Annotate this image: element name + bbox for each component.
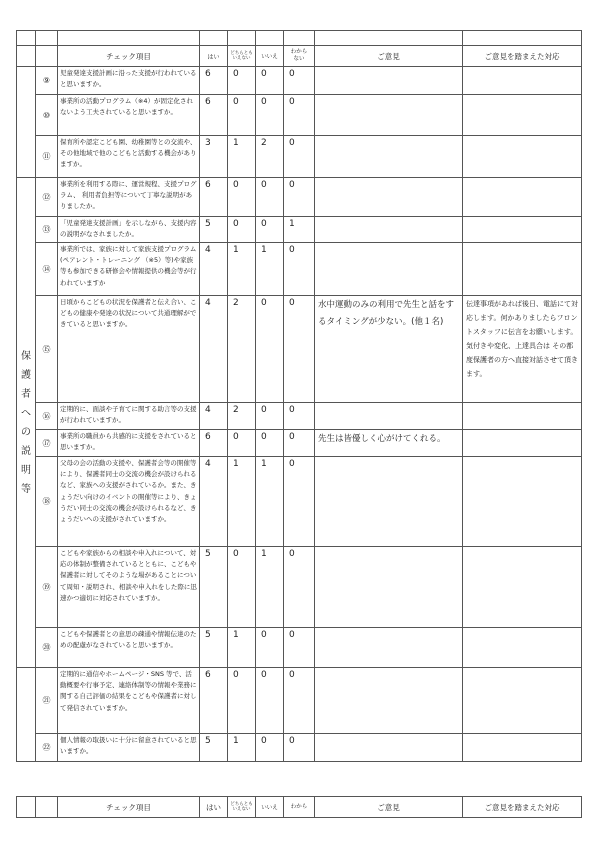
row-response xyxy=(463,136,582,178)
row-response xyxy=(463,67,582,95)
row-opinion: 水中運動のみの利用で先生と話をするタイミングが少ない。(他１名) xyxy=(315,296,463,403)
row-no: 1 xyxy=(256,457,284,547)
row-neither: 2 xyxy=(228,403,256,430)
row-item: 個人情報の取扱いに十分に留意されていると思いますか。 xyxy=(58,734,200,762)
footer-header-yes: はい xyxy=(200,797,228,818)
row-no: 0 xyxy=(256,628,284,668)
row-no: 0 xyxy=(256,95,284,136)
row-opinion xyxy=(315,217,463,243)
header-unknown: わから ない xyxy=(284,46,315,67)
row-response xyxy=(463,95,582,136)
row-no: 0 xyxy=(256,178,284,217)
row-neither: 0 xyxy=(228,178,256,217)
row-yes: 6 xyxy=(200,178,228,217)
row-neither: 1 xyxy=(228,243,256,296)
row-yes: 5 xyxy=(200,734,228,762)
row-no: 0 xyxy=(256,734,284,762)
row-number: ⑭ xyxy=(36,243,58,296)
row-unknown: 0 xyxy=(284,547,315,628)
table-row xyxy=(17,217,582,243)
row-number: ⑰ xyxy=(36,430,58,457)
row-item: 「児童発達支援計画」を示しながら、支援内容の説明がなされましたか。 xyxy=(58,217,200,243)
row-no: 0 xyxy=(256,403,284,430)
row-opinion xyxy=(315,628,463,668)
row-no: 0 xyxy=(256,668,284,734)
table-row xyxy=(17,628,582,668)
row-response xyxy=(463,403,582,430)
row-neither: 1 xyxy=(228,628,256,668)
row-number: ⑳ xyxy=(36,628,58,668)
row-response xyxy=(463,547,582,628)
footer-header-neither: どちらとも いえない xyxy=(228,797,256,818)
row-response xyxy=(463,243,582,296)
row-response: 伝達事項があれば後日、電話にて対応します。何かありましたらフロントスタッフに伝言をお願いします。気付きや変化、上達具合は その都度保護者の方へ直接対話させて頂きます。 xyxy=(463,296,582,403)
row-neither: 0 xyxy=(228,430,256,457)
row-neither: 0 xyxy=(228,668,256,734)
footer-header-unknown: わから xyxy=(284,797,315,818)
row-no: 0 xyxy=(256,296,284,403)
row-opinion xyxy=(315,243,463,296)
row-yes: 6 xyxy=(200,67,228,95)
row-opinion xyxy=(315,403,463,430)
table-header-row xyxy=(17,46,582,67)
row-item: 日頃からこどもの状況を保護者と伝え合い、こどもの健康や発達の状況について共通理解ができていると思いますか。 xyxy=(58,296,200,403)
row-opinion xyxy=(315,734,463,762)
table-row xyxy=(17,95,582,136)
row-opinion xyxy=(315,457,463,547)
row-unknown: 0 xyxy=(284,734,315,762)
row-yes: 6 xyxy=(200,430,228,457)
row-item: 事業所を利用する際に、運営規程、支援プログラム、 利用者負担等について丁寧な説明がありましたか。 xyxy=(58,178,200,217)
row-number: ⑱ xyxy=(36,457,58,547)
row-opinion xyxy=(315,136,463,178)
header-item: チェック項目 xyxy=(58,46,200,67)
row-neither: 0 xyxy=(228,95,256,136)
row-item: 父母の会の活動の支援や、保護者会等の開催等により、保護者同士の交流の機会が設けられるなど、家族への支援がされているか。また、きょうだい向けのイベントの開催等により、きょうだい同士の交流の機会が設けられるなど、きょうだいへの支援がされていますか。 xyxy=(58,457,200,547)
header-yes: はい xyxy=(200,46,228,67)
table-row xyxy=(17,457,582,547)
row-unknown: 0 xyxy=(284,403,315,430)
row-unknown: 0 xyxy=(284,67,315,95)
row-yes: 4 xyxy=(200,457,228,547)
table-row xyxy=(17,178,582,217)
row-response xyxy=(463,178,582,217)
row-response xyxy=(463,217,582,243)
row-item: 児童発達支援計画に沿った支援が行われていると思いますか。 xyxy=(58,67,200,95)
row-opinion xyxy=(315,95,463,136)
row-no: 2 xyxy=(256,136,284,178)
table-row xyxy=(17,296,582,403)
footer-header-no: いいえ xyxy=(256,797,284,818)
footer-header-item: チェック項目 xyxy=(58,797,200,818)
blank-top-row xyxy=(17,31,582,46)
row-unknown: 0 xyxy=(284,668,315,734)
row-item: 保育所や認定こども園、幼稚園等との交流や、その他地域で他のこどもと活動する機会がありますか。 xyxy=(58,136,200,178)
row-number: ⑩ xyxy=(36,95,58,136)
row-unknown: 0 xyxy=(284,136,315,178)
row-response xyxy=(463,734,582,762)
header-neither: どちらとも いえない xyxy=(228,46,256,67)
row-number: ⑲ xyxy=(36,547,58,628)
table-row xyxy=(17,243,582,296)
row-item: 事業所の職員から共感的に支援をされていると思いますか。 xyxy=(58,430,200,457)
category-guardian-explanation xyxy=(17,178,36,668)
row-opinion xyxy=(315,547,463,628)
row-number: ⑪ xyxy=(36,136,58,178)
row-no: 1 xyxy=(256,547,284,628)
row-number: ⑫ xyxy=(36,178,58,217)
table-row xyxy=(17,136,582,178)
row-response xyxy=(463,430,582,457)
row-no: 0 xyxy=(256,67,284,95)
row-yes: 3 xyxy=(200,136,228,178)
row-number: ⑯ xyxy=(36,403,58,430)
row-item: 事業所では、家族に対して家族支援プログラム(ペアレント・トレーニング （※5）等)や家族等も参加できる研修会や情報提供の機会等が行われていますか xyxy=(58,243,200,296)
row-item: 定期的に、面談や子育てに関する助言等の支援が行われていますか。 xyxy=(58,403,200,430)
row-unknown: 0 xyxy=(284,178,315,217)
row-neither: 0 xyxy=(228,547,256,628)
row-yes: 5 xyxy=(200,628,228,668)
row-item: こどもや保護者との意思の疎通や情報伝達のための配慮がなされていると思いますか。 xyxy=(58,628,200,668)
row-opinion xyxy=(315,178,463,217)
row-response xyxy=(463,668,582,734)
row-neither: 0 xyxy=(228,67,256,95)
footer-header-opinion: ご意見 xyxy=(315,797,463,818)
category-label: 保護者への説明等 xyxy=(21,350,31,495)
row-neither: 1 xyxy=(228,136,256,178)
row-no: 0 xyxy=(256,217,284,243)
next-page-header-table xyxy=(16,796,582,818)
row-neither: 2 xyxy=(228,296,256,403)
row-response xyxy=(463,628,582,668)
row-unknown: 0 xyxy=(284,457,315,547)
row-no: 0 xyxy=(256,430,284,457)
row-neither: 0 xyxy=(228,217,256,243)
row-unknown: 0 xyxy=(284,95,315,136)
header-no: いいえ xyxy=(256,46,284,67)
category-cell-next xyxy=(17,668,36,762)
table-row xyxy=(17,734,582,762)
row-item: こどもや家族からの相談や申入れについて、対応の体制が整備されているとともに、こどもや保護者に対してそのような場があることについて周知・説明され、相談や申入れをした際に迅速かつ適切に対応されていますか。 xyxy=(58,547,200,628)
header-opinion: ご意見 xyxy=(315,46,463,67)
table-row xyxy=(17,430,582,457)
row-opinion xyxy=(315,67,463,95)
row-no: 1 xyxy=(256,243,284,296)
row-yes: 4 xyxy=(200,243,228,296)
row-number: ⑨ xyxy=(36,67,58,95)
table-row xyxy=(17,67,582,95)
row-yes: 6 xyxy=(200,95,228,136)
row-item: 定期的に通信やホームページ・SNS 等で、活動概要や行事予定、連絡体制等の情報や業務に関する自己評価の結果をこどもや保護者に対して発信されていますか。 xyxy=(58,668,200,734)
footer-header-row xyxy=(17,797,582,818)
row-neither: 1 xyxy=(228,734,256,762)
row-unknown: 0 xyxy=(284,296,315,403)
survey-table xyxy=(16,30,582,762)
row-yes: 4 xyxy=(200,296,228,403)
row-yes: 5 xyxy=(200,547,228,628)
row-unknown: 0 xyxy=(284,430,315,457)
row-yes: 6 xyxy=(200,668,228,734)
row-opinion: 先生は皆優しく心がけてくれる。 xyxy=(315,430,463,457)
row-yes: 5 xyxy=(200,217,228,243)
row-unknown: 1 xyxy=(284,217,315,243)
row-opinion xyxy=(315,668,463,734)
row-number: ⑬ xyxy=(36,217,58,243)
header-response: ご意見を踏まえた対応 xyxy=(463,46,582,67)
table-row xyxy=(17,668,582,734)
row-yes: 4 xyxy=(200,403,228,430)
row-number: ⑮ xyxy=(36,296,58,403)
category-cell-prev xyxy=(17,67,36,178)
row-item: 事業所の活動プログラム（※4）が固定化されないよう工夫されていると思いますか。 xyxy=(58,95,200,136)
row-unknown: 0 xyxy=(284,628,315,668)
row-number: ㉑ xyxy=(36,668,58,734)
table-row xyxy=(17,547,582,628)
row-number: ㉒ xyxy=(36,734,58,762)
table-row xyxy=(17,403,582,430)
row-unknown: 0 xyxy=(284,243,315,296)
row-response xyxy=(463,457,582,547)
footer-header-response: ご意見を踏まえた対応 xyxy=(463,797,582,818)
row-neither: 1 xyxy=(228,457,256,547)
